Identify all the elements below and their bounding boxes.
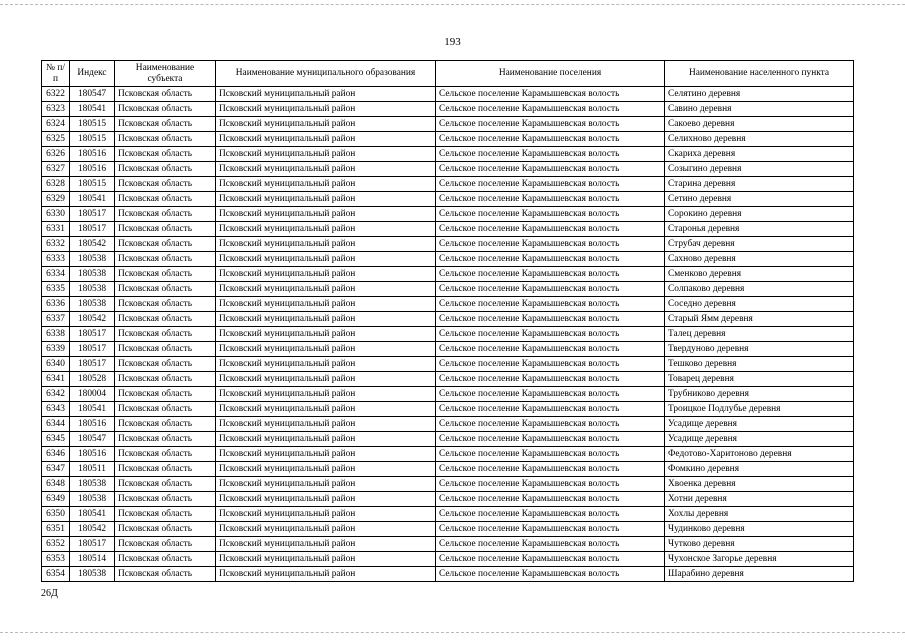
cell-num: 6332 — [42, 237, 70, 252]
table-row — [42, 102, 854, 117]
cell-index: 180547 — [70, 432, 115, 447]
cell-subject: Псковская область — [115, 252, 216, 267]
cell-municipality: Псковский муниципальный район — [216, 147, 436, 162]
cell-municipality: Псковский муниципальный район — [216, 102, 436, 117]
cell-locality: Сетино деревня — [665, 192, 854, 207]
cell-num: 6351 — [42, 522, 70, 537]
cell-index: 180538 — [70, 252, 115, 267]
cell-locality: Усадище деревня — [665, 432, 854, 447]
cell-settlement: Сельское поселение Карамышевская волость — [436, 537, 665, 552]
cell-num: 6352 — [42, 537, 70, 552]
table-row — [42, 327, 854, 342]
table-row — [42, 282, 854, 297]
cell-subject: Псковская область — [115, 132, 216, 147]
cell-municipality: Псковский муниципальный район — [216, 492, 436, 507]
scan-edge-top — [0, 4, 905, 5]
table-row — [42, 312, 854, 327]
cell-num: 6330 — [42, 207, 70, 222]
cell-num: 6348 — [42, 477, 70, 492]
header-num: № п/п — [42, 61, 70, 87]
cell-index: 180542 — [70, 522, 115, 537]
header-municipality: Наименование муниципального образования — [216, 61, 436, 87]
cell-municipality: Псковский муниципальный район — [216, 507, 436, 522]
table-row — [42, 432, 854, 447]
cell-municipality: Псковский муниципальный район — [216, 87, 436, 102]
cell-subject: Псковская область — [115, 507, 216, 522]
cell-num: 6347 — [42, 462, 70, 477]
cell-subject: Псковская область — [115, 297, 216, 312]
cell-subject: Псковская область — [115, 102, 216, 117]
cell-locality: Талец деревня — [665, 327, 854, 342]
cell-settlement: Сельское поселение Карамышевская волость — [436, 297, 665, 312]
cell-index: 180517 — [70, 207, 115, 222]
cell-locality: Хвоенка деревня — [665, 477, 854, 492]
cell-subject: Псковская область — [115, 342, 216, 357]
cell-subject: Псковская область — [115, 207, 216, 222]
table-header-row — [42, 61, 854, 87]
header-locality: Наименование населенного пункта — [665, 61, 854, 87]
cell-municipality: Псковский муниципальный район — [216, 552, 436, 567]
cell-settlement: Сельское поселение Карамышевская волость — [436, 372, 665, 387]
cell-settlement: Сельское поселение Карамышевская волость — [436, 447, 665, 462]
cell-municipality: Псковский муниципальный район — [216, 327, 436, 342]
cell-municipality: Псковский муниципальный район — [216, 417, 436, 432]
cell-subject: Псковская область — [115, 237, 216, 252]
cell-index: 180517 — [70, 342, 115, 357]
cell-num: 6327 — [42, 162, 70, 177]
cell-num: 6329 — [42, 192, 70, 207]
header-index: Индекс — [70, 61, 115, 87]
cell-settlement: Сельское поселение Карамышевская волость — [436, 567, 665, 582]
cell-index: 180511 — [70, 462, 115, 477]
cell-municipality: Псковский муниципальный район — [216, 267, 436, 282]
table-row — [42, 492, 854, 507]
cell-num: 6334 — [42, 267, 70, 282]
cell-index: 180516 — [70, 417, 115, 432]
cell-num: 6323 — [42, 102, 70, 117]
cell-settlement: Сельское поселение Карамышевская волость — [436, 162, 665, 177]
cell-municipality: Псковский муниципальный район — [216, 522, 436, 537]
cell-num: 6322 — [42, 87, 70, 102]
table-row — [42, 132, 854, 147]
cell-locality: Хотни деревня — [665, 492, 854, 507]
cell-subject: Псковская область — [115, 192, 216, 207]
cell-index: 180538 — [70, 477, 115, 492]
cell-settlement: Сельское поселение Карамышевская волость — [436, 282, 665, 297]
cell-subject: Псковская область — [115, 87, 216, 102]
cell-municipality: Псковский муниципальный район — [216, 447, 436, 462]
cell-subject: Псковская область — [115, 312, 216, 327]
cell-index: 180541 — [70, 192, 115, 207]
table-row — [42, 552, 854, 567]
cell-index: 180517 — [70, 222, 115, 237]
cell-settlement: Сельское поселение Карамышевская волость — [436, 267, 665, 282]
cell-settlement: Сельское поселение Карамышевская волость — [436, 507, 665, 522]
cell-municipality: Псковский муниципальный район — [216, 192, 436, 207]
cell-index: 180538 — [70, 282, 115, 297]
cell-locality: Савино деревня — [665, 102, 854, 117]
cell-num: 6338 — [42, 327, 70, 342]
cell-subject: Псковская область — [115, 492, 216, 507]
cell-municipality: Псковский муниципальный район — [216, 177, 436, 192]
cell-locality: Трубниково деревня — [665, 387, 854, 402]
cell-locality: Селихново деревня — [665, 132, 854, 147]
cell-locality: Созыгино деревня — [665, 162, 854, 177]
cell-municipality: Псковский муниципальный район — [216, 432, 436, 447]
table-row — [42, 222, 854, 237]
cell-num: 6335 — [42, 282, 70, 297]
cell-index: 180538 — [70, 492, 115, 507]
cell-settlement: Сельское поселение Карамышевская волость — [436, 252, 665, 267]
cell-index: 180516 — [70, 447, 115, 462]
cell-num: 6328 — [42, 177, 70, 192]
cell-municipality: Псковский муниципальный район — [216, 477, 436, 492]
cell-locality: Чудинково деревня — [665, 522, 854, 537]
cell-settlement: Сельское поселение Карамышевская волость — [436, 432, 665, 447]
cell-subject: Псковская область — [115, 522, 216, 537]
table-row — [42, 192, 854, 207]
cell-locality: Шарабино деревня — [665, 567, 854, 582]
table-row — [42, 507, 854, 522]
cell-num: 6337 — [42, 312, 70, 327]
table-row — [42, 177, 854, 192]
cell-settlement: Сельское поселение Карамышевская волость — [436, 327, 665, 342]
cell-settlement: Сельское поселение Карамышевская волость — [436, 462, 665, 477]
cell-locality: Троицкое Подлубье деревня — [665, 402, 854, 417]
table-row — [42, 567, 854, 582]
table-row — [42, 462, 854, 477]
cell-subject: Псковская область — [115, 267, 216, 282]
cell-index: 180517 — [70, 327, 115, 342]
cell-municipality: Псковский муниципальный район — [216, 342, 436, 357]
cell-num: 6354 — [42, 567, 70, 582]
cell-settlement: Сельское поселение Карамышевская волость — [436, 387, 665, 402]
cell-index: 180541 — [70, 102, 115, 117]
cell-locality: Чутково деревня — [665, 537, 854, 552]
cell-locality: Сменково деревня — [665, 267, 854, 282]
cell-settlement: Сельское поселение Карамышевская волость — [436, 102, 665, 117]
cell-num: 6342 — [42, 387, 70, 402]
cell-locality: Твердуново деревня — [665, 342, 854, 357]
cell-index: 180515 — [70, 177, 115, 192]
cell-subject: Псковская область — [115, 222, 216, 237]
table-row — [42, 87, 854, 102]
table-row — [42, 252, 854, 267]
table-row — [42, 297, 854, 312]
table-body — [42, 87, 854, 582]
cell-index: 180538 — [70, 567, 115, 582]
cell-index: 180542 — [70, 312, 115, 327]
cell-settlement: Сельское поселение Карамышевская волость — [436, 477, 665, 492]
cell-settlement: Сельское поселение Карамышевская волость — [436, 552, 665, 567]
cell-locality: Старонья деревня — [665, 222, 854, 237]
cell-municipality: Псковский муниципальный район — [216, 117, 436, 132]
cell-municipality: Псковский муниципальный район — [216, 387, 436, 402]
table-row — [42, 387, 854, 402]
scan-edge-bottom — [0, 632, 905, 633]
cell-locality: Федотово-Харитоново деревня — [665, 447, 854, 462]
cell-municipality: Псковский муниципальный район — [216, 372, 436, 387]
cell-index: 180004 — [70, 387, 115, 402]
cell-settlement: Сельское поселение Карамышевская волость — [436, 132, 665, 147]
footer-code: 26Д — [41, 588, 58, 599]
cell-locality: Скариха деревня — [665, 147, 854, 162]
cell-subject: Псковская область — [115, 417, 216, 432]
table-row — [42, 207, 854, 222]
cell-num: 6345 — [42, 432, 70, 447]
cell-locality: Сорокино деревня — [665, 207, 854, 222]
cell-subject: Псковская область — [115, 372, 216, 387]
cell-num: 6326 — [42, 147, 70, 162]
cell-num: 6325 — [42, 132, 70, 147]
cell-settlement: Сельское поселение Карамышевская волость — [436, 147, 665, 162]
cell-index: 180541 — [70, 402, 115, 417]
cell-settlement: Сельское поселение Карамышевская волость — [436, 312, 665, 327]
cell-settlement: Сельское поселение Карамышевская волость — [436, 492, 665, 507]
table-row — [42, 162, 854, 177]
cell-settlement: Сельское поселение Карамышевская волость — [436, 177, 665, 192]
cell-locality: Селятино деревня — [665, 87, 854, 102]
cell-subject: Псковская область — [115, 537, 216, 552]
cell-num: 6324 — [42, 117, 70, 132]
cell-index: 180541 — [70, 507, 115, 522]
header-subject: Наименование субъекта — [115, 61, 216, 87]
cell-index: 180514 — [70, 552, 115, 567]
cell-subject: Псковская область — [115, 567, 216, 582]
cell-settlement: Сельское поселение Карамышевская волость — [436, 117, 665, 132]
cell-municipality: Псковский муниципальный район — [216, 282, 436, 297]
cell-locality: Фомкино деревня — [665, 462, 854, 477]
cell-num: 6331 — [42, 222, 70, 237]
cell-locality: Усадище деревня — [665, 417, 854, 432]
cell-num: 6353 — [42, 552, 70, 567]
cell-index: 180538 — [70, 297, 115, 312]
table-row — [42, 402, 854, 417]
table-row — [42, 537, 854, 552]
cell-municipality: Псковский муниципальный район — [216, 312, 436, 327]
table-row — [42, 147, 854, 162]
cell-locality: Солпаково деревня — [665, 282, 854, 297]
cell-subject: Псковская область — [115, 147, 216, 162]
cell-municipality: Псковский муниципальный район — [216, 567, 436, 582]
table-row — [42, 357, 854, 372]
cell-locality: Тешково деревня — [665, 357, 854, 372]
cell-index: 180517 — [70, 357, 115, 372]
cell-settlement: Сельское поселение Карамышевская волость — [436, 342, 665, 357]
cell-settlement: Сельское поселение Карамышевская волость — [436, 402, 665, 417]
cell-settlement: Сельское поселение Карамышевская волость — [436, 237, 665, 252]
cell-municipality: Псковский муниципальный район — [216, 162, 436, 177]
cell-municipality: Псковский муниципальный район — [216, 252, 436, 267]
cell-municipality: Псковский муниципальный район — [216, 237, 436, 252]
cell-subject: Псковская область — [115, 357, 216, 372]
cell-index: 180515 — [70, 132, 115, 147]
cell-num: 6346 — [42, 447, 70, 462]
cell-num: 6344 — [42, 417, 70, 432]
cell-index: 180542 — [70, 237, 115, 252]
cell-locality: Соседно деревня — [665, 297, 854, 312]
cell-num: 6339 — [42, 342, 70, 357]
cell-settlement: Сельское поселение Карамышевская волость — [436, 87, 665, 102]
cell-subject: Псковская область — [115, 552, 216, 567]
cell-subject: Псковская область — [115, 447, 216, 462]
cell-municipality: Псковский муниципальный район — [216, 297, 436, 312]
cell-locality: Чухонское Загорье деревня — [665, 552, 854, 567]
cell-subject: Псковская область — [115, 117, 216, 132]
cell-subject: Псковская область — [115, 282, 216, 297]
cell-num: 6333 — [42, 252, 70, 267]
page-number: 193 — [444, 36, 461, 48]
cell-municipality: Псковский муниципальный район — [216, 222, 436, 237]
localities-table — [41, 60, 854, 582]
cell-subject: Псковская область — [115, 432, 216, 447]
cell-municipality: Псковский муниципальный район — [216, 537, 436, 552]
table-row — [42, 477, 854, 492]
cell-locality: Сакоево деревня — [665, 117, 854, 132]
cell-settlement: Сельское поселение Карамышевская волость — [436, 357, 665, 372]
cell-subject: Псковская область — [115, 402, 216, 417]
cell-municipality: Псковский муниципальный район — [216, 462, 436, 477]
cell-num: 6340 — [42, 357, 70, 372]
table-row — [42, 417, 854, 432]
cell-index: 180547 — [70, 87, 115, 102]
cell-municipality: Псковский муниципальный район — [216, 132, 436, 147]
table-row — [42, 267, 854, 282]
cell-index: 180538 — [70, 267, 115, 282]
table-row — [42, 117, 854, 132]
header-settlement: Наименование поселения — [436, 61, 665, 87]
cell-settlement: Сельское поселение Карамышевская волость — [436, 222, 665, 237]
cell-subject: Псковская область — [115, 387, 216, 402]
cell-settlement: Сельское поселение Карамышевская волость — [436, 417, 665, 432]
cell-municipality: Псковский муниципальный район — [216, 357, 436, 372]
cell-municipality: Псковский муниципальный район — [216, 402, 436, 417]
cell-index: 180516 — [70, 147, 115, 162]
cell-subject: Псковская область — [115, 162, 216, 177]
table-row — [42, 237, 854, 252]
cell-subject: Псковская область — [115, 477, 216, 492]
cell-settlement: Сельское поселение Карамышевская волость — [436, 207, 665, 222]
cell-index: 180516 — [70, 162, 115, 177]
cell-num: 6350 — [42, 507, 70, 522]
cell-subject: Псковская область — [115, 327, 216, 342]
cell-locality: Струбач деревня — [665, 237, 854, 252]
cell-settlement: Сельское поселение Карамышевская волость — [436, 192, 665, 207]
cell-index: 180528 — [70, 372, 115, 387]
cell-locality: Хохлы деревня — [665, 507, 854, 522]
table-row — [42, 372, 854, 387]
table-row — [42, 447, 854, 462]
cell-num: 6349 — [42, 492, 70, 507]
cell-locality: Старый Ямм деревня — [665, 312, 854, 327]
cell-num: 6343 — [42, 402, 70, 417]
table-row — [42, 342, 854, 357]
cell-subject: Псковская область — [115, 177, 216, 192]
cell-num: 6336 — [42, 297, 70, 312]
cell-locality: Старина деревня — [665, 177, 854, 192]
cell-num: 6341 — [42, 372, 70, 387]
table-row — [42, 522, 854, 537]
cell-settlement: Сельское поселение Карамышевская волость — [436, 522, 665, 537]
cell-municipality: Псковский муниципальный район — [216, 207, 436, 222]
cell-index: 180515 — [70, 117, 115, 132]
cell-locality: Сахново деревня — [665, 252, 854, 267]
cell-subject: Псковская область — [115, 462, 216, 477]
cell-index: 180517 — [70, 537, 115, 552]
cell-locality: Товарец деревня — [665, 372, 854, 387]
